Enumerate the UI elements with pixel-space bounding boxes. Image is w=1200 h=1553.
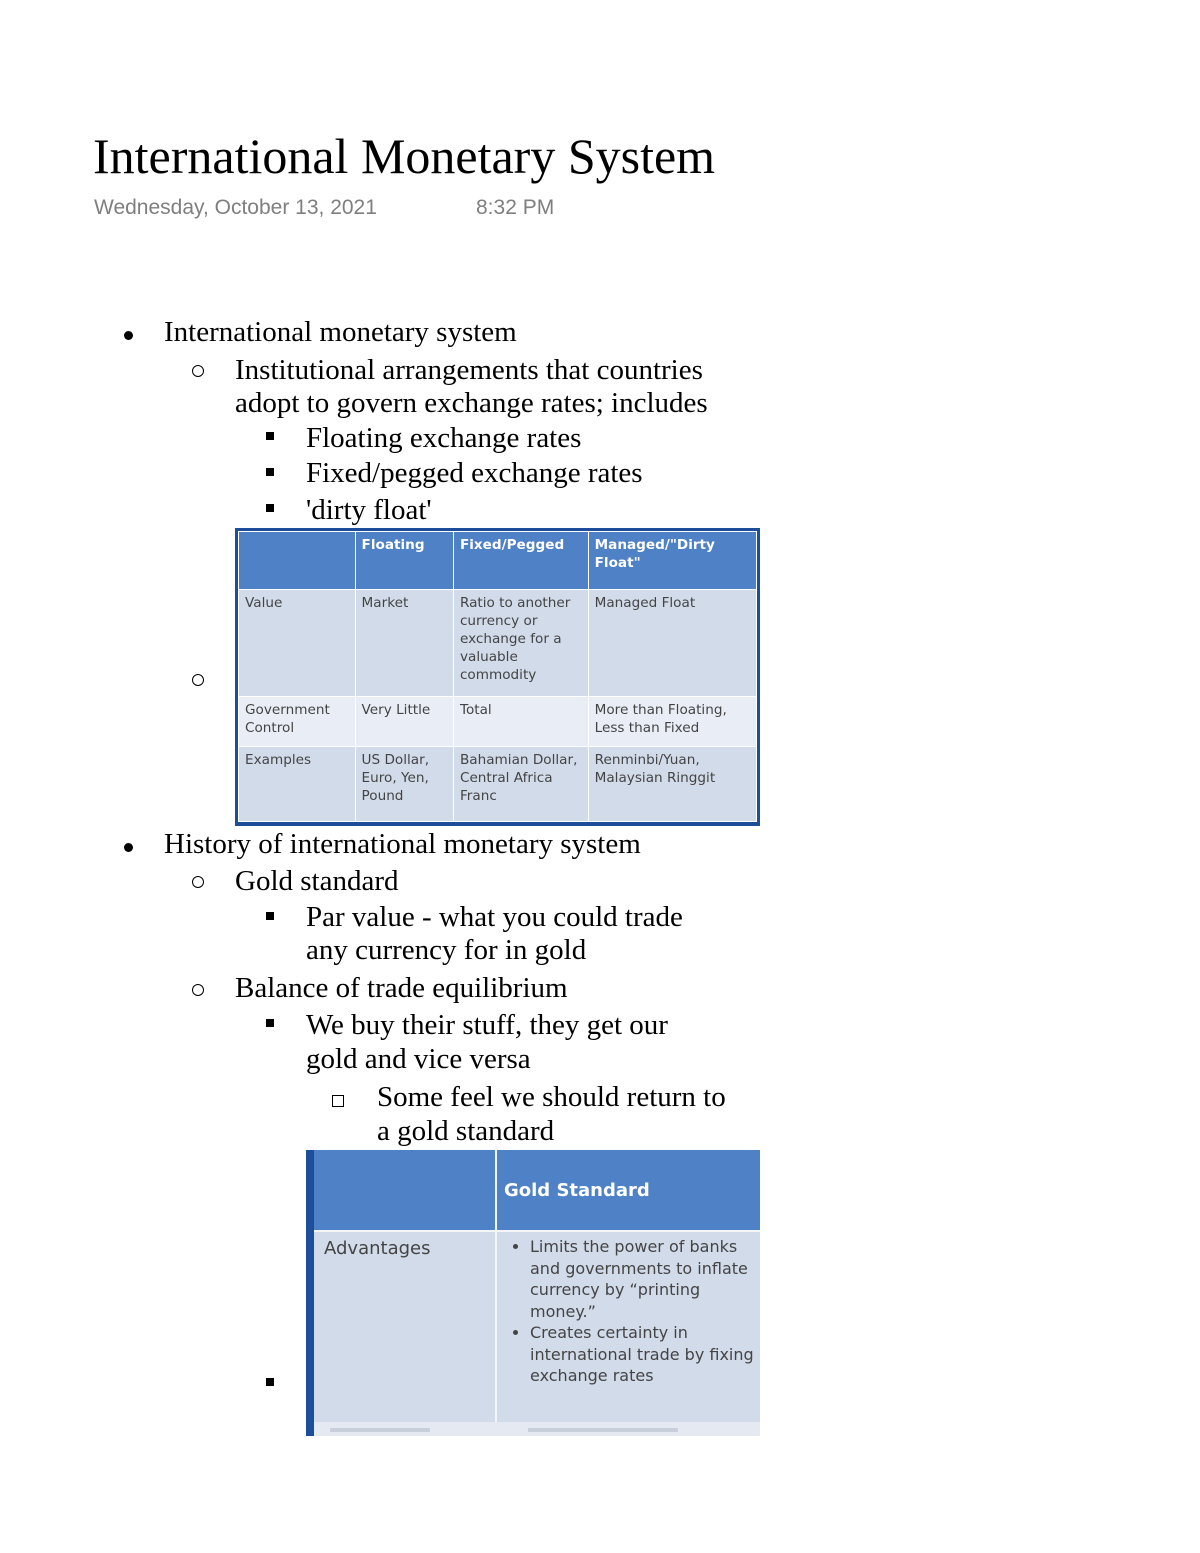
table-cell: Value xyxy=(239,590,356,697)
bullet-circle-icon xyxy=(192,876,204,888)
bullet-square-icon xyxy=(266,1378,274,1386)
bullet-circle-icon xyxy=(192,674,204,686)
outline-item-level2: Gold standard xyxy=(235,865,399,897)
table-header-cell: Floating xyxy=(355,532,453,590)
outline-item-level3: Floating exchange rates xyxy=(306,422,582,454)
table-header-cell: Fixed/Pegged xyxy=(453,532,588,590)
cropped-text xyxy=(330,1428,430,1432)
table-cell: Government Control xyxy=(239,697,356,747)
cropped-text xyxy=(528,1428,678,1432)
outline-item-level2: Institutional arrangements that countries xyxy=(235,354,703,386)
bullet-circle-icon xyxy=(192,984,204,996)
bullet-square-icon xyxy=(266,912,274,920)
table-header-cell xyxy=(239,532,356,590)
table-cell: Total xyxy=(453,697,588,747)
table-cell: More than Floating, Less than Fixed xyxy=(588,697,756,747)
bullet-square-icon xyxy=(266,468,274,476)
page-date: Wednesday, October 13, 2021 xyxy=(94,196,377,219)
outline-item-level3-cont: any currency for in gold xyxy=(306,934,587,966)
outline-item-level1: History of international monetary system xyxy=(164,828,641,860)
outline-item-level3: We buy their stuff, they get our xyxy=(306,1009,668,1041)
bullet-hollow-square-icon xyxy=(332,1095,344,1107)
outline-item-level2-cont: adopt to govern exchange rates; includes xyxy=(235,387,708,419)
outline-item-level3: 'dirty float' xyxy=(306,494,432,526)
page-time: 8:32 PM xyxy=(476,196,555,219)
table-header-cell: Gold Standard xyxy=(504,1180,650,1201)
table-cell: Managed Float xyxy=(588,590,756,697)
bullet-square-icon xyxy=(266,504,274,512)
page-title: International Monetary System xyxy=(93,128,716,184)
outline-item-level2: Balance of trade equilibrium xyxy=(235,972,568,1004)
outline-item-level3: Fixed/pegged exchange rates xyxy=(306,457,643,489)
table-cell: Market xyxy=(355,590,453,697)
list-item: • Limits the power of banks and governments to inflate currency by “printing money.” xyxy=(530,1236,760,1322)
list-item: • Creates certainty in international trade by fixing exchange rates xyxy=(530,1322,760,1387)
table-header-cell: Managed/"Dirty Float" xyxy=(588,532,756,590)
outline-item-level1: International monetary system xyxy=(164,316,517,348)
table-cell: Ratio to another currency or exchange for a valuable commodity xyxy=(453,590,588,697)
outline-item-level3: Par value - what you could trade xyxy=(306,901,683,933)
table-cell: Very Little xyxy=(355,697,453,747)
table-cell: Examples xyxy=(239,747,356,822)
table-cell: US Dollar, Euro, Yen, Pound xyxy=(355,747,453,822)
bullet-disc-icon xyxy=(124,843,133,852)
table-cell: Renminbi/Yuan, Malaysian Ringgit xyxy=(588,747,756,822)
table-cell: Bahamian Dollar, Central Africa Franc xyxy=(453,747,588,822)
outline-item-level4-cont: a gold standard xyxy=(377,1115,555,1147)
exchange-rate-table-image xyxy=(235,528,760,826)
table-divider xyxy=(314,1230,760,1232)
table-row-label: Advantages xyxy=(324,1238,431,1259)
exchange-rate-table xyxy=(238,531,757,822)
bullet-square-icon xyxy=(266,1019,274,1027)
bullet-circle-icon xyxy=(192,365,204,377)
gold-standard-table-image xyxy=(306,1150,760,1436)
advantages-list xyxy=(504,1236,760,1387)
bullet-disc-icon xyxy=(124,331,133,340)
bullet-square-icon xyxy=(266,432,274,440)
table-divider xyxy=(495,1150,497,1436)
outline-item-level3-cont: gold and vice versa xyxy=(306,1043,531,1075)
outline-item-level4: Some feel we should return to xyxy=(377,1081,726,1113)
